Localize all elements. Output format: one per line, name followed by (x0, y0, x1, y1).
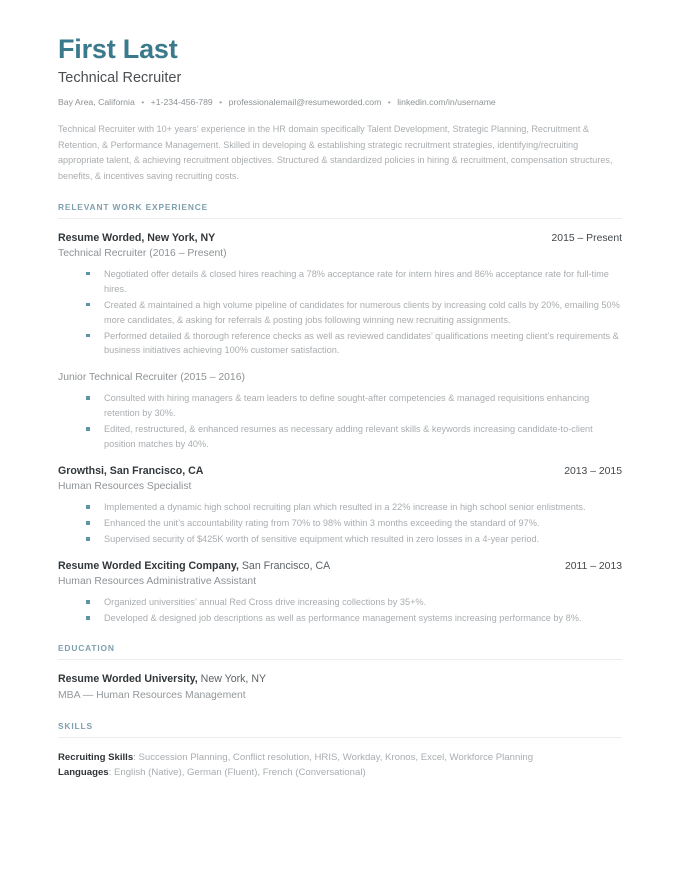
employment-dates: 2011 – 2013 (564, 561, 622, 573)
list-item (86, 516, 622, 531)
achievement-list (58, 391, 622, 452)
section-divider (58, 659, 622, 660)
bullet-square-icon (86, 272, 90, 276)
bullet-square-icon (86, 396, 90, 400)
employer-location: San Francisco, CA (238, 560, 331, 573)
skill-category-label: Languages (58, 767, 109, 779)
resume-header (58, 34, 622, 108)
job-title: Human Resources Administrative Assistant (58, 576, 257, 588)
contact-separator-icon: • (387, 96, 391, 107)
bullet-square-icon (86, 600, 90, 604)
achievement-text: Edited, restructured, & enhanced resumes as necessary adding relevant skills & keywords increasing candidate-to-client position matches by 40%. (104, 424, 593, 450)
candidate-headline: Technical Recruiter (58, 70, 182, 87)
employer-name-bold: Growthsi, San Francisco, CA (58, 465, 204, 478)
employment-dates: 2015 – Present (551, 232, 622, 244)
skill-row (58, 765, 622, 781)
section-title-skills: SKILLS (58, 720, 93, 731)
section-skills (58, 721, 622, 781)
employment-dates: 2013 – 2015 (564, 466, 622, 478)
section-experience (58, 202, 622, 627)
section-education (58, 643, 622, 703)
employer-name (58, 231, 215, 245)
experience-entry-header (58, 231, 622, 245)
section-divider (58, 737, 622, 738)
contact-separator-icon: • (141, 96, 145, 107)
achievement-text: Organized universities’ annual Red Cross drive increasing collections by 35+%. (104, 597, 427, 608)
achievement-text: Supervised security of $425K worth of sensitive equipment which resulted in zero losses in a 4-year period. (104, 534, 540, 545)
experience-entry (58, 231, 622, 453)
achievement-text: Negotiated offer details & closed hires reaching a 78% acceptance rate for intern hires and 86% acceptance rate for full-time hires. (104, 268, 609, 294)
list-item (86, 611, 622, 626)
contact-linkedin[interactable]: linkedin.com/in/username (397, 96, 496, 107)
skill-values: : Succession Planning, Conflict resolution, HRIS, Workday, Kronos, Excel, Workforce Planning (133, 751, 534, 763)
bullet-square-icon (86, 334, 90, 338)
bullet-square-icon (86, 505, 90, 509)
contact-email[interactable]: professionalemail@resumeworded.com (228, 96, 382, 107)
list-item (86, 595, 622, 610)
list-item (86, 329, 622, 359)
list-item (86, 391, 622, 421)
contact-line (58, 97, 622, 108)
list-item (86, 532, 622, 547)
bullet-square-icon (86, 521, 90, 525)
achievement-list (58, 595, 622, 626)
skill-row (58, 750, 622, 766)
list-item (86, 500, 622, 515)
candidate-name: First Last (58, 34, 178, 64)
experience-entry (58, 559, 622, 626)
bullet-square-icon (86, 427, 90, 431)
bullet-square-icon (86, 537, 90, 541)
experience-entry-header (58, 559, 622, 573)
achievement-text: Enhanced the unit’s accountability rating from 70% to 98% within 3 months exceeding the standard of 97%. (104, 518, 540, 529)
employer-name (58, 559, 330, 573)
contact-phone: +1-234-456-789 (150, 96, 213, 107)
section-title-experience: RELEVANT WORK EXPERIENCE (58, 201, 209, 212)
list-item (86, 298, 622, 328)
bullet-square-icon (86, 616, 90, 620)
achievement-list (58, 500, 622, 547)
skill-values: : English (Native), German (Fluent), French (Conversational) (108, 767, 366, 779)
list-item (86, 267, 622, 297)
achievement-text: Implemented a dynamic high school recruiting plan which resulted in a 22% increase in high school senior enlistments. (104, 502, 586, 513)
employer-name-bold: Resume Worded Exciting Company, (58, 560, 239, 573)
employer-name (58, 464, 203, 478)
job-title: Human Resources Specialist (58, 481, 192, 493)
experience-entry-header (58, 464, 622, 478)
job-title: Junior Technical Recruiter (2015 – 2016) (58, 372, 245, 384)
list-item (86, 422, 622, 452)
school-name-bold: Resume Worded University, (58, 673, 198, 686)
section-divider (58, 218, 622, 219)
job-title: Technical Recruiter (2016 – Present) (58, 247, 227, 259)
achievement-text: Created & maintained a high volume pipeline of candidates for numerous clients by increasing cold calls by 20%, emailing 50% more candidates, & asking for referrals & posting jobs following winning new recruiting assignments. (104, 299, 620, 325)
section-title-education: EDUCATION (58, 643, 115, 654)
employer-name-bold: Resume Worded, New York, NY (58, 231, 216, 244)
achievement-text: Developed & designed job descriptions as well as performance management systems increasing performance by 8%. (104, 613, 582, 624)
experience-entry (58, 464, 622, 547)
contact-separator-icon: • (219, 96, 223, 107)
skill-category-label: Recruiting Skills (58, 751, 134, 763)
degree-text: MBA — Human Resources Management (58, 690, 246, 702)
school-location: New York, NY (197, 673, 267, 686)
achievement-list (58, 267, 622, 358)
professional-summary: Technical Recruiter with 10+ years’ experience in the HR domain specifically Talent Development, Strategic Planning, Recruitment & Retention, & Performance Management. Skilled in developing & establishing strategic recruitment strategies, identifying/recruiting appropriate talent, & achieving recruitment objectives. Structured & standardized policies in hiring & recruitment, compensation structures, benefits, & incentives saving recruiting costs. (58, 123, 613, 181)
contact-location: Bay Area, California (58, 96, 135, 107)
school-name (58, 672, 622, 687)
bullet-square-icon (86, 303, 90, 307)
achievement-text: Performed detailed & thorough reference checks as well as reviewed candidates’ qualifications meeting client’s requirements & business initiatives achieving 100% customer satisfaction. (104, 330, 619, 356)
achievement-text: Consulted with hiring managers & team leaders to define sought-after competencies & managed requisitions enhancing retention by 30%. (104, 393, 590, 419)
